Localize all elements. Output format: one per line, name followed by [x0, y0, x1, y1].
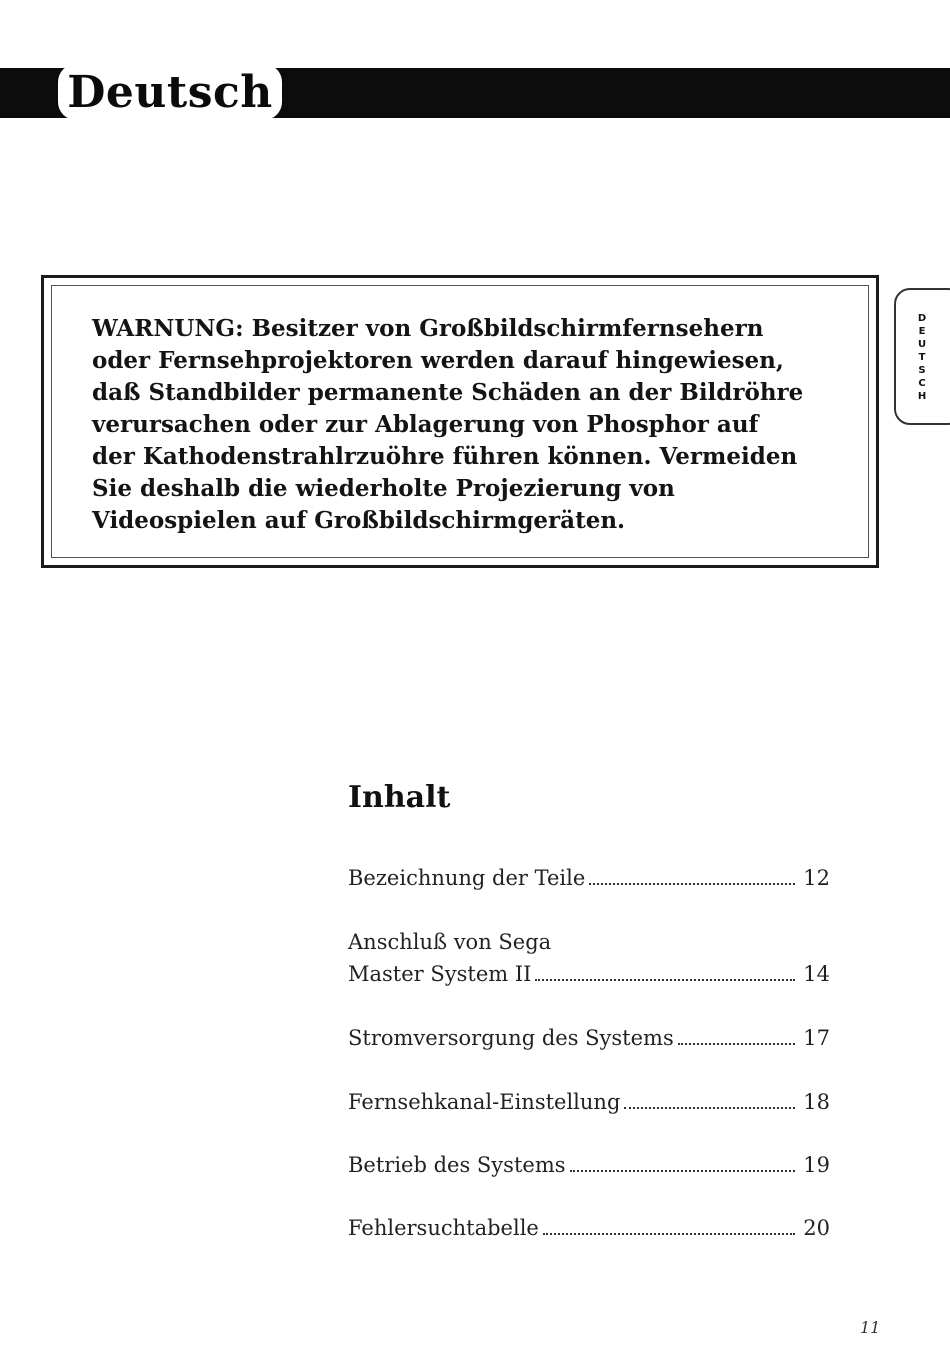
- side-tab-letter: H: [917, 391, 927, 402]
- toc-heading: Inhalt: [348, 780, 451, 815]
- toc-entry[interactable]: [348, 862, 830, 894]
- toc-leader-dots: [570, 1170, 796, 1172]
- page-number: 11: [860, 1318, 881, 1337]
- side-tab-letters: [912, 312, 932, 403]
- toc-entry-page: 20: [803, 1216, 830, 1240]
- toc-entry-title: Anschluß von Sega: [348, 930, 552, 954]
- toc-leader-dots: [589, 883, 795, 885]
- warning-line: der Kathodenstrahlrzuöhre führen können. Vermeiden: [92, 443, 798, 470]
- toc-entry-page: 19: [803, 1153, 830, 1177]
- side-tab-letter: T: [918, 352, 926, 363]
- warning-box: [41, 275, 879, 568]
- toc-leader-dots: [543, 1233, 795, 1235]
- toc-entry-title: Betrieb des Systems: [348, 1153, 566, 1177]
- toc-leader-dots: [624, 1107, 795, 1109]
- toc-entry-page: 12: [803, 866, 830, 890]
- language-title: Deutsch: [67, 66, 273, 118]
- toc-entry-title: Fehlersuchtabelle: [348, 1216, 539, 1240]
- side-tab-letter: S: [918, 365, 926, 376]
- side-tab-letter: C: [918, 378, 926, 389]
- toc-entry[interactable]: [348, 1149, 830, 1181]
- warning-line: Sie deshalb die wiederholte Projezierung von: [92, 475, 675, 502]
- warning-line: verursachen oder zur Ablagerung von Phosphor auf: [92, 411, 759, 438]
- toc-entry[interactable]: [348, 926, 830, 990]
- warning-line: daß Standbilder permanente Schäden an der Bildröhre: [92, 379, 804, 406]
- side-tab-letter: E: [918, 326, 926, 337]
- toc-entry-page: 14: [803, 962, 830, 986]
- side-tab-letter: D: [917, 313, 927, 324]
- warning-text: [92, 313, 862, 537]
- toc-leader-dots: [535, 979, 795, 981]
- language-label-box: [58, 64, 282, 120]
- toc-entry-title: Fernsehkanal-Einstellung: [348, 1090, 621, 1114]
- toc-entry[interactable]: [348, 1086, 830, 1118]
- warning-line: Videospielen auf Großbildschirmgeräten.: [92, 507, 626, 534]
- toc-entry-title: Bezeichnung der Teile: [348, 866, 586, 890]
- toc-entry[interactable]: [348, 1022, 830, 1054]
- warning-line: WARNUNG: Besitzer von Großbildschirmfernsehern: [92, 315, 764, 342]
- toc-entry-title: Stromversorgung des Systems: [348, 1026, 674, 1050]
- toc-entry-page: 17: [803, 1026, 830, 1050]
- language-side-tab: [894, 288, 950, 425]
- toc-leader-dots: [678, 1043, 796, 1045]
- warning-line: oder Fernsehprojektoren werden darauf hingewiesen,: [92, 347, 784, 374]
- side-tab-letter: U: [917, 339, 927, 350]
- toc-entry-title-continued: Master System II: [348, 962, 532, 986]
- toc-entry[interactable]: [348, 1212, 830, 1244]
- toc-entry-page: 18: [803, 1090, 830, 1114]
